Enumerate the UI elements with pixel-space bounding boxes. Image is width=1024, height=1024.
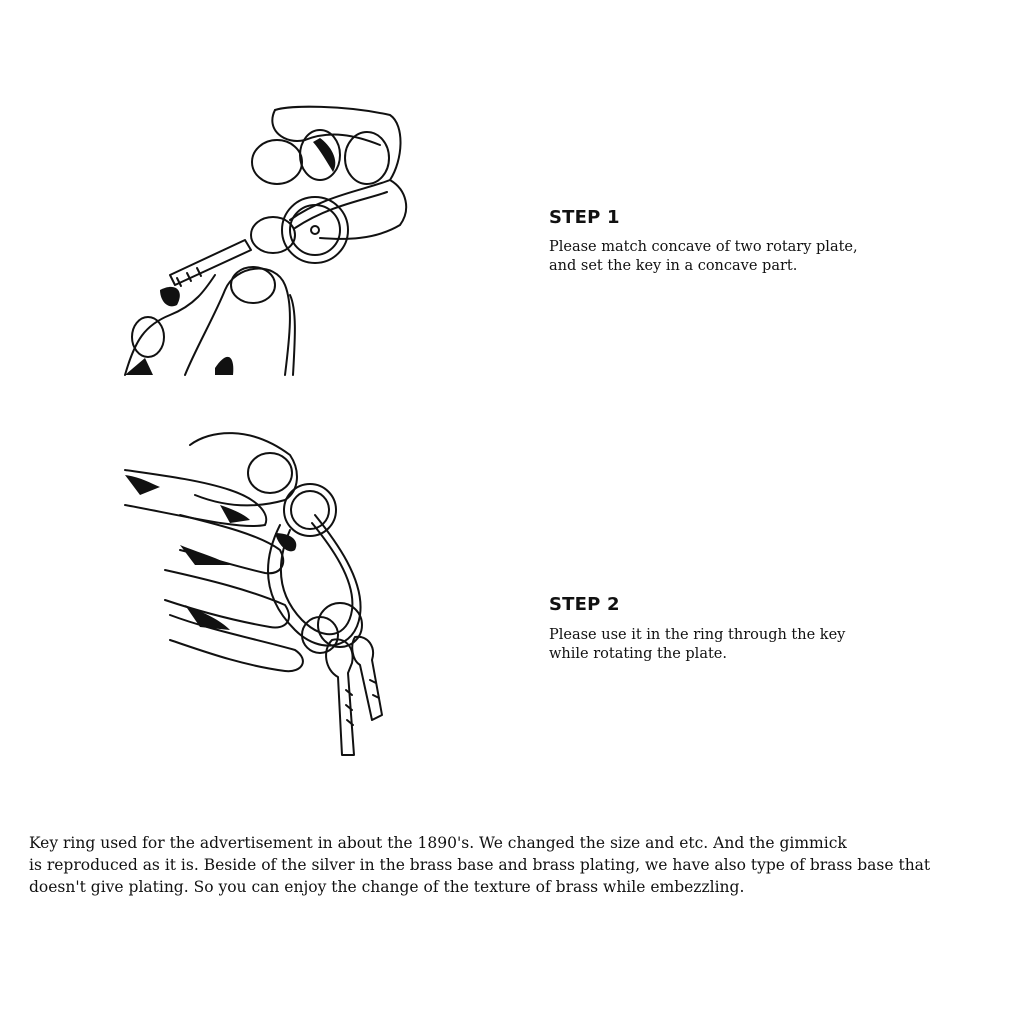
step1-title: STEP 1 bbox=[549, 207, 620, 228]
step1-instructions bbox=[549, 238, 929, 276]
description-line-3: doesn't give plating. So you can enjoy the change of the texture of brass while embezzling. bbox=[29, 878, 745, 896]
step2-instructions bbox=[549, 626, 929, 664]
description-line-2: is reproduced as it is. Beside of the silver in the brass base and brass plating, we have also type of brass base that bbox=[29, 856, 931, 874]
step2-title: STEP 2 bbox=[549, 594, 620, 615]
product-description bbox=[29, 832, 1004, 898]
step2-line-1: Please use it in the ring through the key bbox=[549, 627, 846, 643]
step1-illustration bbox=[115, 100, 415, 380]
step1-line-2: and set the key in a concave part. bbox=[549, 258, 798, 274]
step1-line-1: Please match concave of two rotary plate, bbox=[549, 239, 858, 255]
description-line-1: Key ring used for the advertisement in about the 1890's. We changed the size and etc. And the gimmick bbox=[29, 834, 847, 852]
step2-line-2: while rotating the plate. bbox=[549, 646, 727, 662]
step2-illustration bbox=[120, 415, 400, 760]
